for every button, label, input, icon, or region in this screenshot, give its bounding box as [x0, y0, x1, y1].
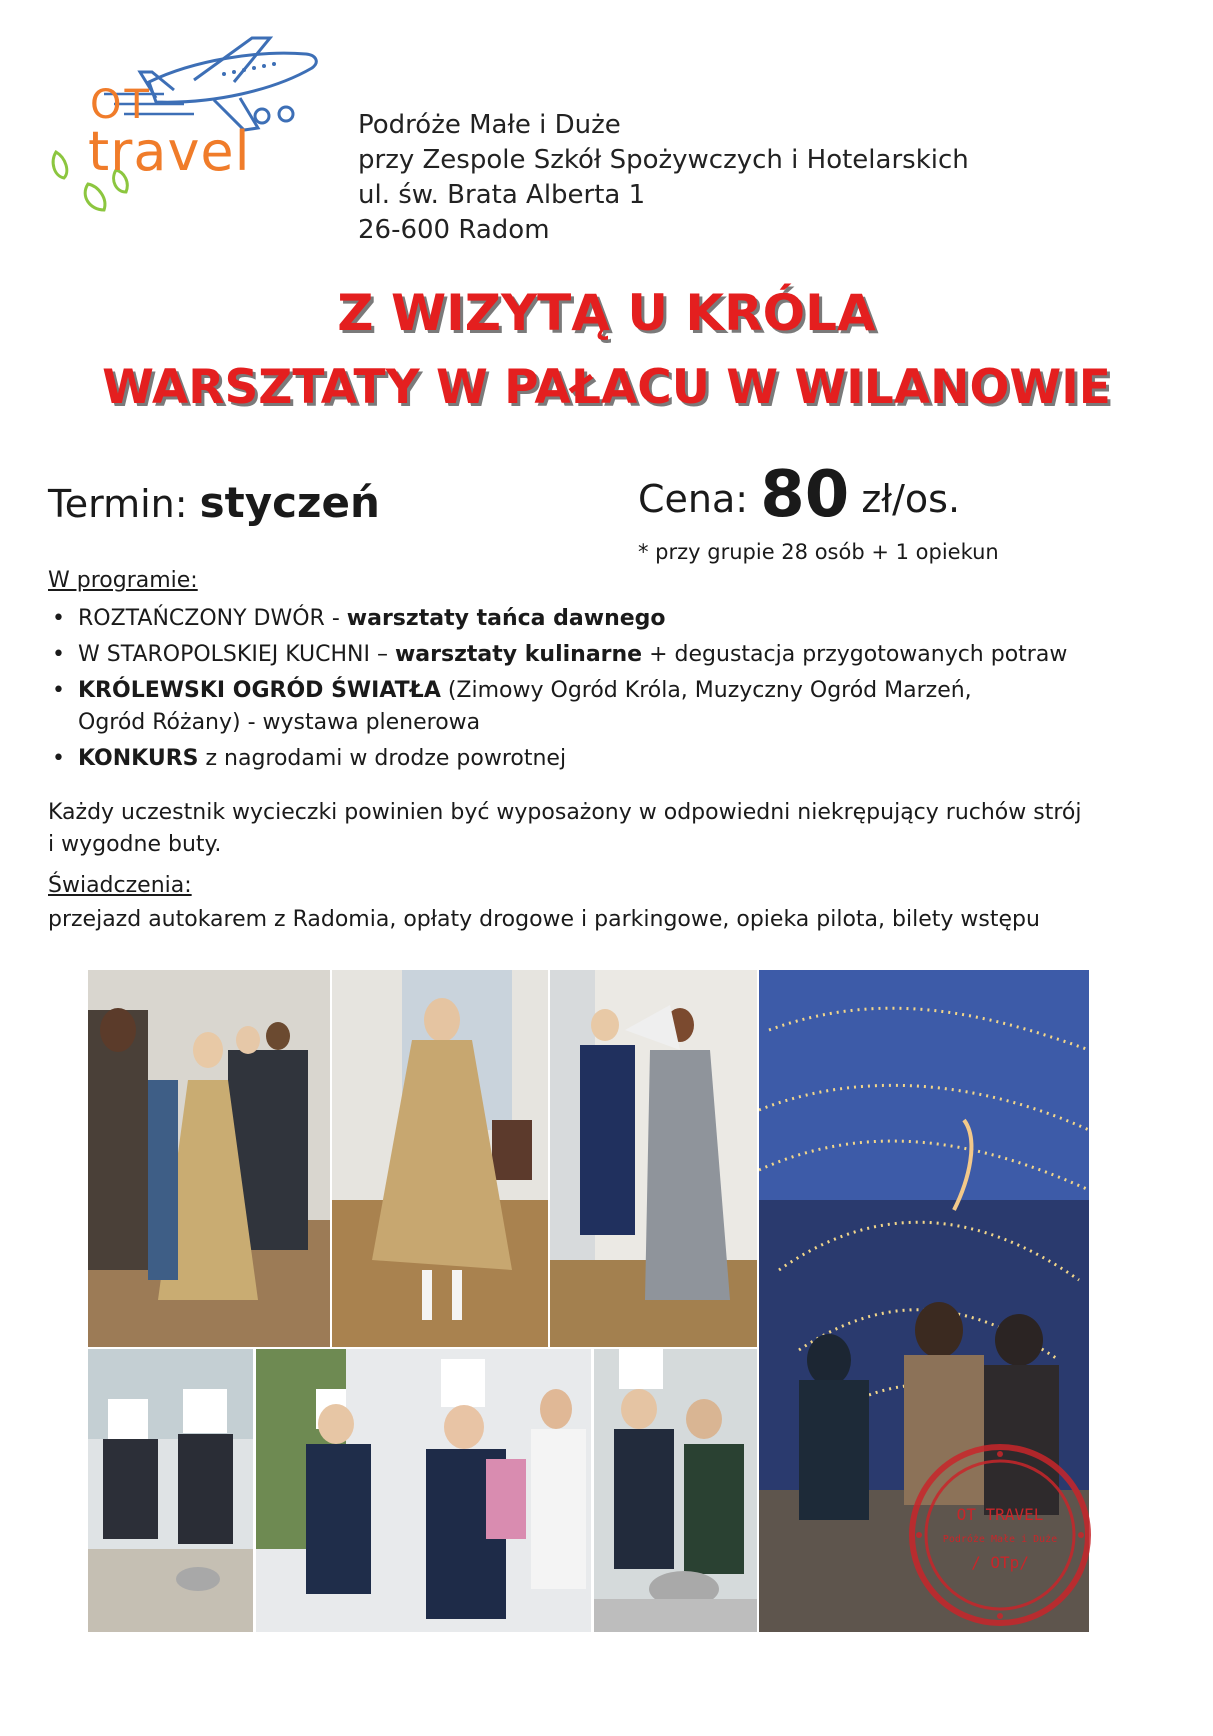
stamp-name: OT TRAVEL [956, 1505, 1044, 1524]
list-item [48, 603, 1067, 635]
price [638, 458, 960, 532]
list-item [48, 639, 1067, 671]
list-item [48, 675, 1067, 739]
item-bold: warsztaty tańca dawnego [346, 606, 666, 631]
photo-costumes [550, 970, 757, 1347]
photo-kitchen-3 [594, 1349, 757, 1632]
logo-ot-text: OT [90, 82, 152, 128]
item-text: + degustacja przygotowanych potraw [642, 642, 1068, 667]
item-text: W STAROPOLSKIEJ KUCHNI – [78, 642, 395, 667]
address-line: przy Zespole Szkół Spożywczych i Hotelarskich [358, 145, 969, 175]
note-line: i wygodne buty. [48, 832, 222, 857]
ot-travel-stamp [900, 1440, 1100, 1630]
stamp-sign: / OTp/ [971, 1553, 1029, 1572]
logo-travel-text: travel [88, 120, 251, 183]
address-block [358, 108, 969, 248]
program-heading: W programie: [48, 568, 198, 593]
item-bold: KONKURS [78, 746, 199, 771]
services-text: przejazd autokarem z Radomia, opłaty drogowe i parkingowe, opieka pilota, bilety wstępu [48, 907, 1040, 932]
price-value: 80 [760, 458, 850, 532]
page-subtitle: WARSZTATY W PAŁACU W WILANOWIE [102, 360, 1111, 415]
term [48, 478, 380, 527]
photo-kitchen-2 [256, 1349, 591, 1632]
photo-dance-group [88, 970, 330, 1347]
note-line: Każdy uczestnik wycieczki powinien być wyposażony w odpowiedni niekrępujący ruchów strój [48, 800, 1082, 825]
price-label: Cena: [638, 477, 749, 521]
term-value: styczeń [199, 478, 380, 527]
item-bold: KRÓLEWSKI OGRÓD ŚWIATŁA [78, 678, 441, 703]
equipment-note [48, 797, 1081, 861]
address-line: ul. św. Brata Alberta 1 [358, 180, 646, 210]
address-line: Podróże Małe i Duże [358, 110, 621, 140]
services-heading: Świadczenia: [48, 873, 192, 898]
page-title: Z WIZYTĄ U KRÓLA [337, 284, 876, 342]
list-item [48, 743, 1067, 775]
item-text: Ogród Różany) - wystawa plenerowa [78, 710, 481, 735]
item-text: (Zimowy Ogród Króla, Muzyczny Ogród Marzeń, [440, 678, 972, 703]
item-bold: warsztaty kulinarne [394, 642, 643, 667]
address-line: 26-600 Radom [358, 215, 550, 245]
price-note: * przy grupie 28 osób + 1 opiekun [638, 540, 999, 564]
item-text: ROZTAŃCZONY DWÓR - [78, 606, 347, 631]
item-text: z nagrodami w drodze powrotnej [198, 746, 567, 771]
photo-kitchen-1 [88, 1349, 253, 1632]
price-unit: zł/os. [861, 477, 961, 521]
stamp-subtitle: Podróże Małe i Duże [942, 1534, 1058, 1545]
term-label: Termin: [48, 482, 188, 526]
ot-travel-logo [44, 20, 334, 220]
photo-dancing-lady [332, 970, 548, 1347]
program-list [48, 603, 1067, 779]
